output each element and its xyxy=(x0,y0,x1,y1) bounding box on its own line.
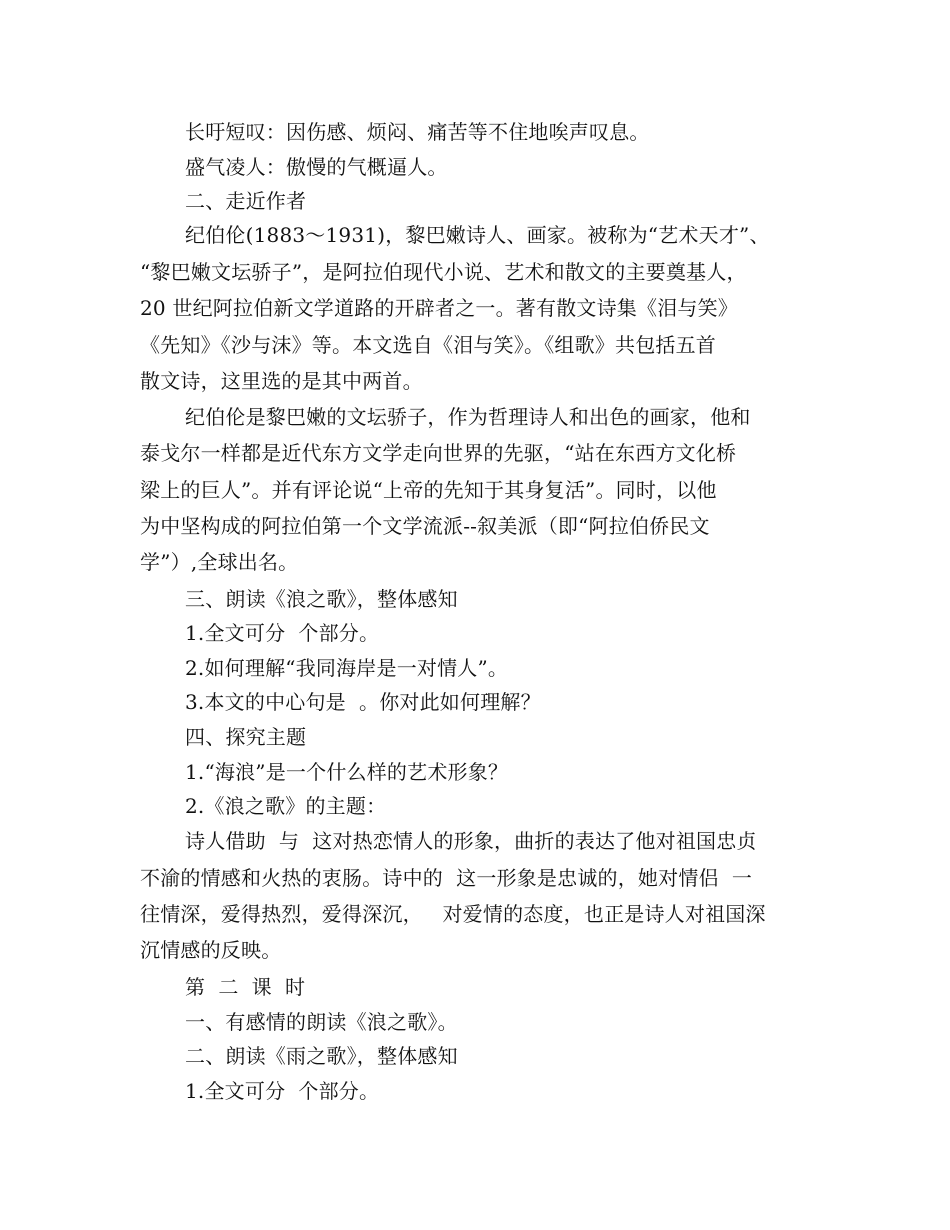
text-line: 沉情感的反映。 xyxy=(140,938,282,962)
question-line: 3.本文的中心句是 。你对此如何理解？ xyxy=(185,690,541,714)
text-line: 纪伯伦(1883～1931)，黎巴嫩诗人、画家。被称为“艺术天才”、 xyxy=(185,223,770,247)
text-line: 长吁短叹：因伤感、烦闷、痛苦等不住地唉声叹息。 xyxy=(185,120,650,144)
text-line: 为中坚构成的阿拉伯第一个文学流派--叙美派（即“阿拉伯侨民文 xyxy=(140,514,710,538)
text-line: 学”）,全球出名。 xyxy=(140,550,299,574)
question-line: 1.全文可分 个部分。 xyxy=(185,1079,380,1103)
lesson-heading: 第 二 课 时 xyxy=(185,975,306,999)
text-line: 不渝的情感和火热的衷肠。诗中的 这一形象是忠诚的，她对情侣 一 xyxy=(140,866,753,890)
section-heading: 三、朗读《浪之歌》，整体感知 xyxy=(185,587,458,611)
text-line: 泰戈尔一样都是近代东方文学走向世界的先驱，“站在东西方文化桥 xyxy=(140,441,737,465)
question-line: 1.“海浪”是一个什么样的艺术形象？ xyxy=(185,760,509,784)
question-line: 2.《浪之歌》的主题： xyxy=(185,794,387,818)
text-line: 《先知》《沙与沫》等。本文选自《泪与笑》。《组歌》共包括五首 xyxy=(140,333,716,357)
section-heading: 一、有感情的朗读《浪之歌》。 xyxy=(185,1010,458,1034)
text-line: 诗人借助 与 这对热恋情人的形象，曲折的表达了他对祖国忠贞 xyxy=(185,829,757,853)
text-line: 散文诗，这里选的是其中两首。 xyxy=(140,369,423,393)
text-line: 纪伯伦是黎巴嫩的文坛骄子，作为哲理诗人和出色的画家，他和 xyxy=(185,405,751,429)
question-line: 1.全文可分 个部分。 xyxy=(185,621,380,645)
section-heading: 二、朗读《雨之歌》，整体感知 xyxy=(185,1044,458,1068)
text-line: 盛气凌人：傲慢的气概逼人。 xyxy=(185,155,448,179)
section-heading: 二、走近作者 xyxy=(185,189,307,213)
text-line: 往情深，爱得热烈，爱得深沉， 对爱情的态度，也正是诗人对祖国深 xyxy=(140,902,766,926)
text-line: 20 世纪阿拉伯新文学道路的开辟者之一。著有散文诗集《泪与笑》 xyxy=(140,296,739,320)
section-heading: 四、探究主题 xyxy=(185,725,307,749)
text-line: “黎巴嫩文坛骄子”，是阿拉伯现代小说、艺术和散文的主要奠基人， xyxy=(140,260,747,284)
text-line: 梁上的巨人”。并有评论说“上帝的先知于其身复活”。同时，以他 xyxy=(140,478,717,502)
question-line: 2.如何理解“我同海岸是一对情人”。 xyxy=(185,656,509,680)
